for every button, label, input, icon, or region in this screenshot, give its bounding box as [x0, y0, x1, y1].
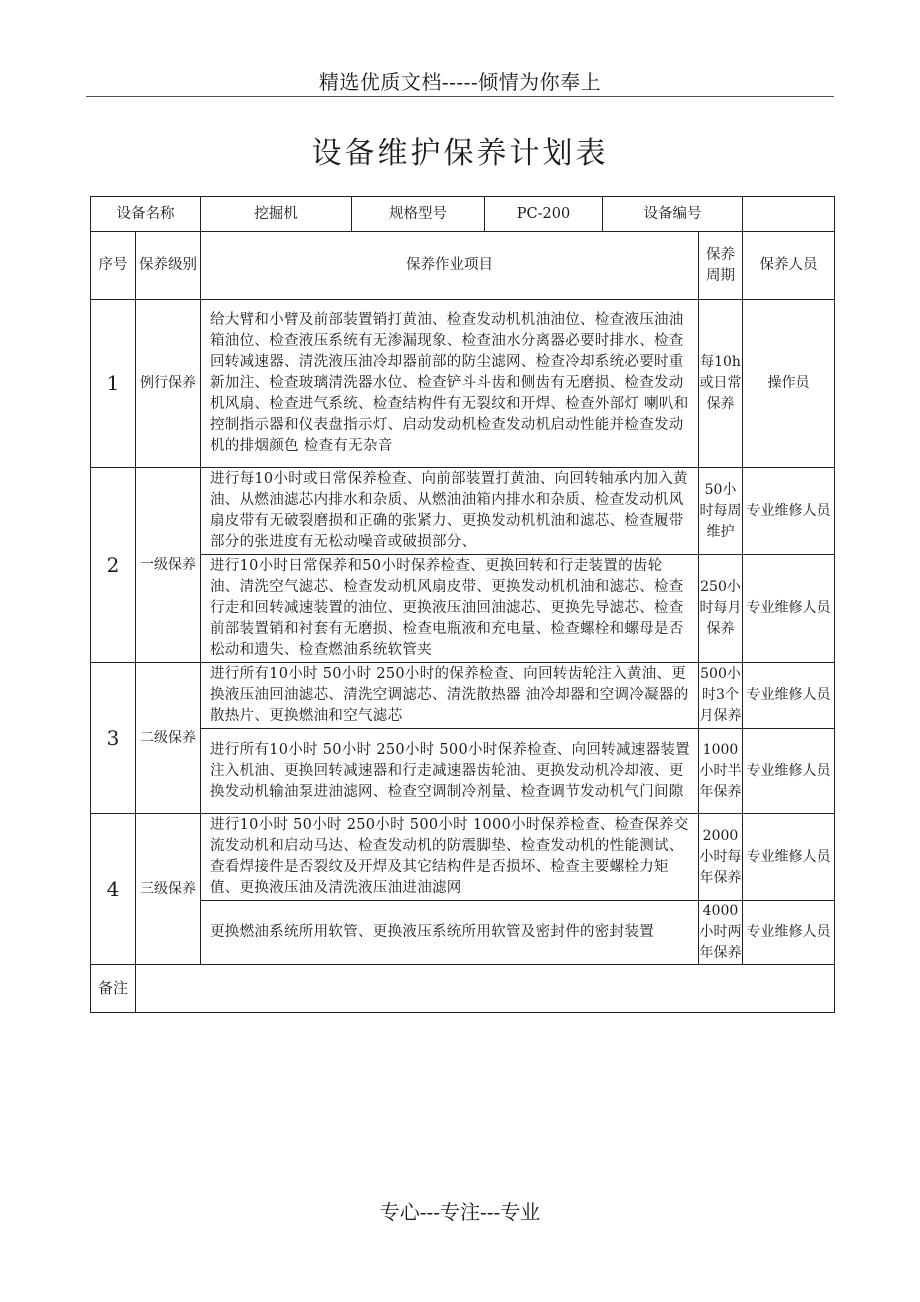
period-cell: 250小时每月保养	[699, 555, 743, 663]
table-row	[91, 300, 835, 468]
maintenance-plan-table	[90, 196, 835, 1013]
period-cell: 50小时每周维护	[699, 468, 743, 555]
task-cell: 更换燃油系统所用软管、更换液压系统所用软管及密封件的密封装置	[201, 901, 699, 965]
page-footer: 专心---专注---专业	[379, 1200, 541, 1224]
level-cell: 二级保养	[136, 663, 201, 814]
table-row	[91, 814, 835, 901]
task-cell: 进行每10小时或日常保养检查、向前部装置打黄油、向回转轴承内加入黄油、从燃油滤芯内排水和杂质、从燃油油箱内排水和杂质、检查发动机风扇皮带有无破裂磨损和正确的张紧力、更换发动机机油和滤芯、检查履带部分的张进度有无松动噪音或破损部分、	[201, 468, 699, 555]
table-row	[91, 468, 835, 555]
period-cell: 500小时3个月保养	[699, 663, 743, 729]
person-cell: 专业维修人员	[743, 555, 835, 663]
seq-cell: 1	[91, 300, 136, 468]
period-cell: 1000小时半年保养	[699, 729, 743, 814]
equipment-number-value	[743, 197, 835, 232]
page-header: 精选优质文档-----倾情为你奉上	[318, 70, 602, 94]
document-title: 设备维护保养计划表	[311, 136, 609, 171]
col-header-person: 保养人员	[743, 232, 835, 300]
column-header-row	[91, 232, 835, 300]
equipment-number-label: 设备编号	[603, 197, 743, 232]
remarks-value	[136, 965, 835, 1013]
table-row	[91, 663, 835, 729]
model-value: PC-200	[485, 197, 603, 232]
equipment-name-value: 挖掘机	[201, 197, 352, 232]
remarks-row	[91, 965, 835, 1013]
period-cell: 4000小时两年保养	[699, 901, 743, 965]
col-header-level: 保养级别	[136, 232, 201, 300]
task-cell: 进行10小时 50小时 250小时 500小时 1000小时保养检查、检查保养交流发动机和启动马达、检查发动机的防震脚垫、检查发动机的性能测试、查看焊接件是否裂纹及开焊及其它结构件是否损坏、检查主要螺栓力矩值、更换液压油及清洗液压油进油滤网	[201, 814, 699, 901]
person-cell: 专业维修人员	[743, 729, 835, 814]
task-cell: 给大臂和小臂及前部装置销打黄油、检查发动机机油油位、检查液压油油箱油位、检查液压系统有无渗漏现象、检查油水分离器必要时排水、检查回转减速器、清洗液压油冷却器前部的防尘滤网、检查冷却系统必要时重新加注、检查玻璃清洗器水位、检查铲斗斗齿和侧齿有无磨损、检查发动机风扇、检查进气系统、检查结构件有无裂纹和开焊、检查外部灯 喇叭和控制指示器和仪表盘指示灯、启动发动机检查发动机启动性能并检查发动机的排烟颜色 检查有无杂音	[201, 300, 699, 468]
task-cell: 进行所有10小时 50小时 250小时的保养检查、向回转齿轮注入黄油、更换液压油回油滤芯、清洗空调滤芯、清洗散热器 油冷却器和空调冷凝器的散热片、更换燃油和空气滤芯	[201, 663, 699, 729]
person-cell: 专业维修人员	[743, 468, 835, 555]
task-cell: 进行10小时日常保养和50小时保养检查、更换回转和行走装置的齿轮油、清洗空气滤芯、检查发动机风扇皮带、更换发动机机油和滤芯、检查行走和回转减速装置的油位、更换液压油回油滤芯、更换先导滤芯、检查前部装置销和衬套有无磨损、检查电瓶液和充电量、检查螺栓和螺母是否松动和遗失、检查燃油系统软管夹	[201, 555, 699, 663]
person-cell: 操作员	[743, 300, 835, 468]
model-label: 规格型号	[352, 197, 485, 232]
task-cell: 进行所有10小时 50小时 250小时 500小时保养检查、向回转减速器装置注入机油、更换回转减速器和行走减速器齿轮油、更换发动机冷却液、更换发动机输油泵进油滤网、检查空调制冷剂量、检查调节发动机气门间隙	[201, 729, 699, 814]
table-row	[91, 555, 835, 663]
seq-cell: 3	[91, 663, 136, 814]
col-header-period: 保养周期	[699, 232, 743, 300]
table-row	[91, 901, 835, 965]
period-cell: 2000小时每年保养	[699, 814, 743, 901]
header-divider	[86, 96, 834, 97]
table-row	[91, 729, 835, 814]
person-cell: 专业维修人员	[743, 901, 835, 965]
person-cell: 专业维修人员	[743, 814, 835, 901]
level-cell: 三级保养	[136, 814, 201, 965]
level-cell: 一级保养	[136, 468, 201, 663]
equipment-info-row	[91, 197, 835, 232]
seq-cell: 4	[91, 814, 136, 965]
remarks-label: 备注	[91, 965, 136, 1013]
period-cell: 每10h或日常保养	[699, 300, 743, 468]
col-header-seq: 序号	[91, 232, 136, 300]
equipment-name-label: 设备名称	[91, 197, 201, 232]
seq-cell: 2	[91, 468, 136, 663]
col-header-task: 保养作业项目	[201, 232, 699, 300]
level-cell: 例行保养	[136, 300, 201, 468]
person-cell: 专业维修人员	[743, 663, 835, 729]
